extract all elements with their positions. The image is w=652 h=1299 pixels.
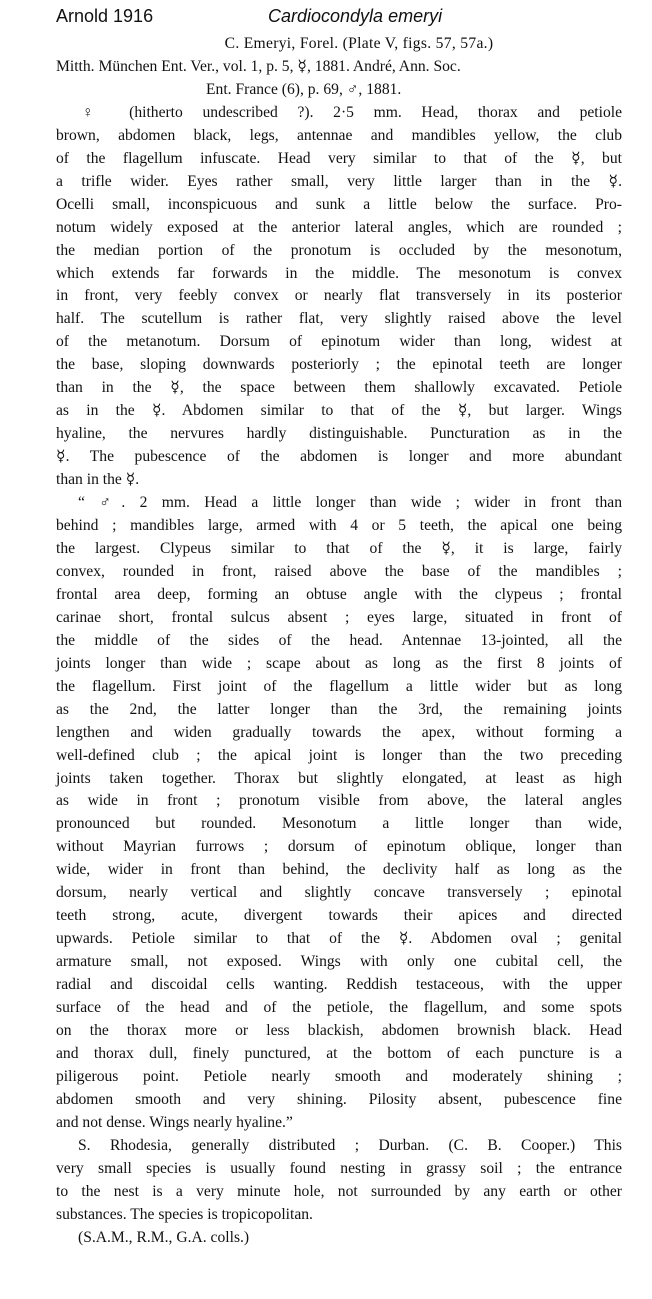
text-line: upwards. Petiole similar to that of the ☿. Abdomen oval ; genital [56,930,622,948]
text-line: as the 2nd, the latter longer than the 3rd, the remaining joints [56,700,622,718]
text-line: pronounced but rounded. Mesonotum a little longer than wide, [56,815,622,833]
text-line: on the thorax more or less blackish, abdomen brownish black. Head [56,1021,622,1039]
text-line: abdomen smooth and very shining. Pilosity absent, pubescence fine [56,1090,622,1108]
text-line: the middle of the sides of the head. Antennae 13-jointed, all the [56,631,622,649]
text-line: a trifle wider. Eyes rather small, very little larger than in the ☿. [56,172,622,190]
text-line: hyaline, the nervures hardly distinguishable. Puncturation as in the [56,425,622,443]
text-line: lengthen and widen gradually towards the apex, without forming a [56,723,622,741]
text-line: teeth strong, acute, divergent towards their apices and directed [56,907,622,925]
distribution-paragraph [56,1135,622,1227]
text-line: S. Rhodesia, generally distributed ; Durban. (C. B. Cooper.) This [78,1136,622,1154]
text-line: armature small, not exposed. Wings with only one cubital cell, the [56,953,622,971]
text-line: carinae short, frontal sulcus absent ; eyes large, situated in front of [56,608,622,626]
text-line: Ocelli small, inconspicuous and sunk a little below the surface. Pro- [56,195,622,213]
text-line: half. The scutellum is rather flat, very slightly raised above the level [56,310,622,328]
citation-line: Ent. France (6), p. 69, ♂, 1881. [206,80,402,98]
header-author-year: Arnold 1916 [56,6,154,26]
text-line: joints longer than wide ; scape about as long as the first 8 joints of [56,654,622,672]
page-header [0,4,652,30]
collections-note: (S.A.M., R.M., G.A. colls.) [78,1228,250,1246]
header-taxon-name: Cardiocondyla emeryi [268,6,443,26]
text-line: without Mayrian furrows ; dorsum of epinotum oblique, longer than [56,838,622,856]
text-line: convex, rounded in front, raised above the base of the mandibles ; [56,562,622,580]
text-line: which extends far forwards in the middle. The mesonotum is convex [56,264,622,282]
text-line: behind ; mandibles large, armed with 4 or 5 teeth, the apical one being [56,517,622,535]
text-line: wide, wider in front than behind, the declivity half as long as the [56,861,622,879]
text-line: frontal area deep, forming an obtuse angle with the clypeus ; frontal [56,585,622,603]
text-line: very small species is usually found nesting in grassy soil ; the entrance [56,1159,622,1177]
text-line: dorsum, nearly vertical and slightly concave transversely ; epinotal [56,884,622,902]
text-line: surface of the head and of the petiole, the flagellum, and some spots [56,999,622,1017]
text-line: the median portion of the pronotum is occluded by the mesonotum, [56,241,622,259]
text-line: and thorax dull, finely punctured, at the bottom of each puncture is a [56,1044,622,1062]
text-line: of the flagellum infuscate. Head very similar to that of the ☿, but [56,149,622,167]
male-description-paragraph [56,492,622,1135]
female-description-paragraph [56,102,622,492]
text-line: “ ♂. 2 mm. Head a little longer than wide ; wider in front than [78,494,622,512]
text-line: radial and discoidal cells wanting. Reddish testaceous, with the upper [56,976,622,994]
citation-line: Mitth. München Ent. Ver., vol. 1, p. 5, ☿, 1881. André, Ann. Soc. [56,57,461,75]
text-line: brown, abdomen black, legs, antennae and mandibles yellow, the club [56,126,622,144]
text-line: as wide in front ; pronotum visible from above, the lateral angles [56,792,622,810]
text-line: in front, very feebly convex or nearly flat transversely in its posterior [56,287,622,305]
text-line: ♀ (hitherto undescribed ?). 2·5 mm. Head, thorax and petiole [82,103,622,121]
text-line: to the nest is a very minute hole, not surrounded by any earth or other [56,1182,622,1200]
text-line: notum widely exposed at the anterior lateral angles, which are rounded ; [56,218,622,236]
text-line: substances. The species is tropicopolitan. [56,1205,313,1223]
text-line: the flagellum. First joint of the flagellum a little wider but as long [56,677,622,695]
text-line: of the metanotum. Dorsum of epinotum wider than long, widest at [56,333,622,351]
text-line: joints taken together. Thorax but slightly elongated, at least as high [56,769,622,787]
text-line: than in the ☿. [56,471,140,489]
text-line: well-defined club ; the apical joint is longer than the two preceding [56,746,622,764]
text-line: than in the ☿, the space between them shallowly excavated. Petiole [56,379,622,397]
text-line: and not dense. Wings nearly hyaline.” [56,1113,293,1131]
text-line: piligerous point. Petiole nearly smooth and moderately shining ; [56,1067,622,1085]
citation-line: C. Emeryi, Forel. (Plate V, figs. 57, 57a.) [224,35,494,52]
text-line: as in the ☿. Abdomen similar to that of the ☿, but larger. Wings [56,402,622,420]
citation-block [56,33,622,102]
document-body [56,33,622,1250]
text-line: the base, sloping downwards posteriorly ; the epinotal teeth are longer [56,356,622,374]
text-line: ☿. The pubescence of the abdomen is longer and more abundant [56,448,622,466]
text-line: the largest. Clypeus similar to that of the ☿, it is large, fairly [56,539,622,557]
